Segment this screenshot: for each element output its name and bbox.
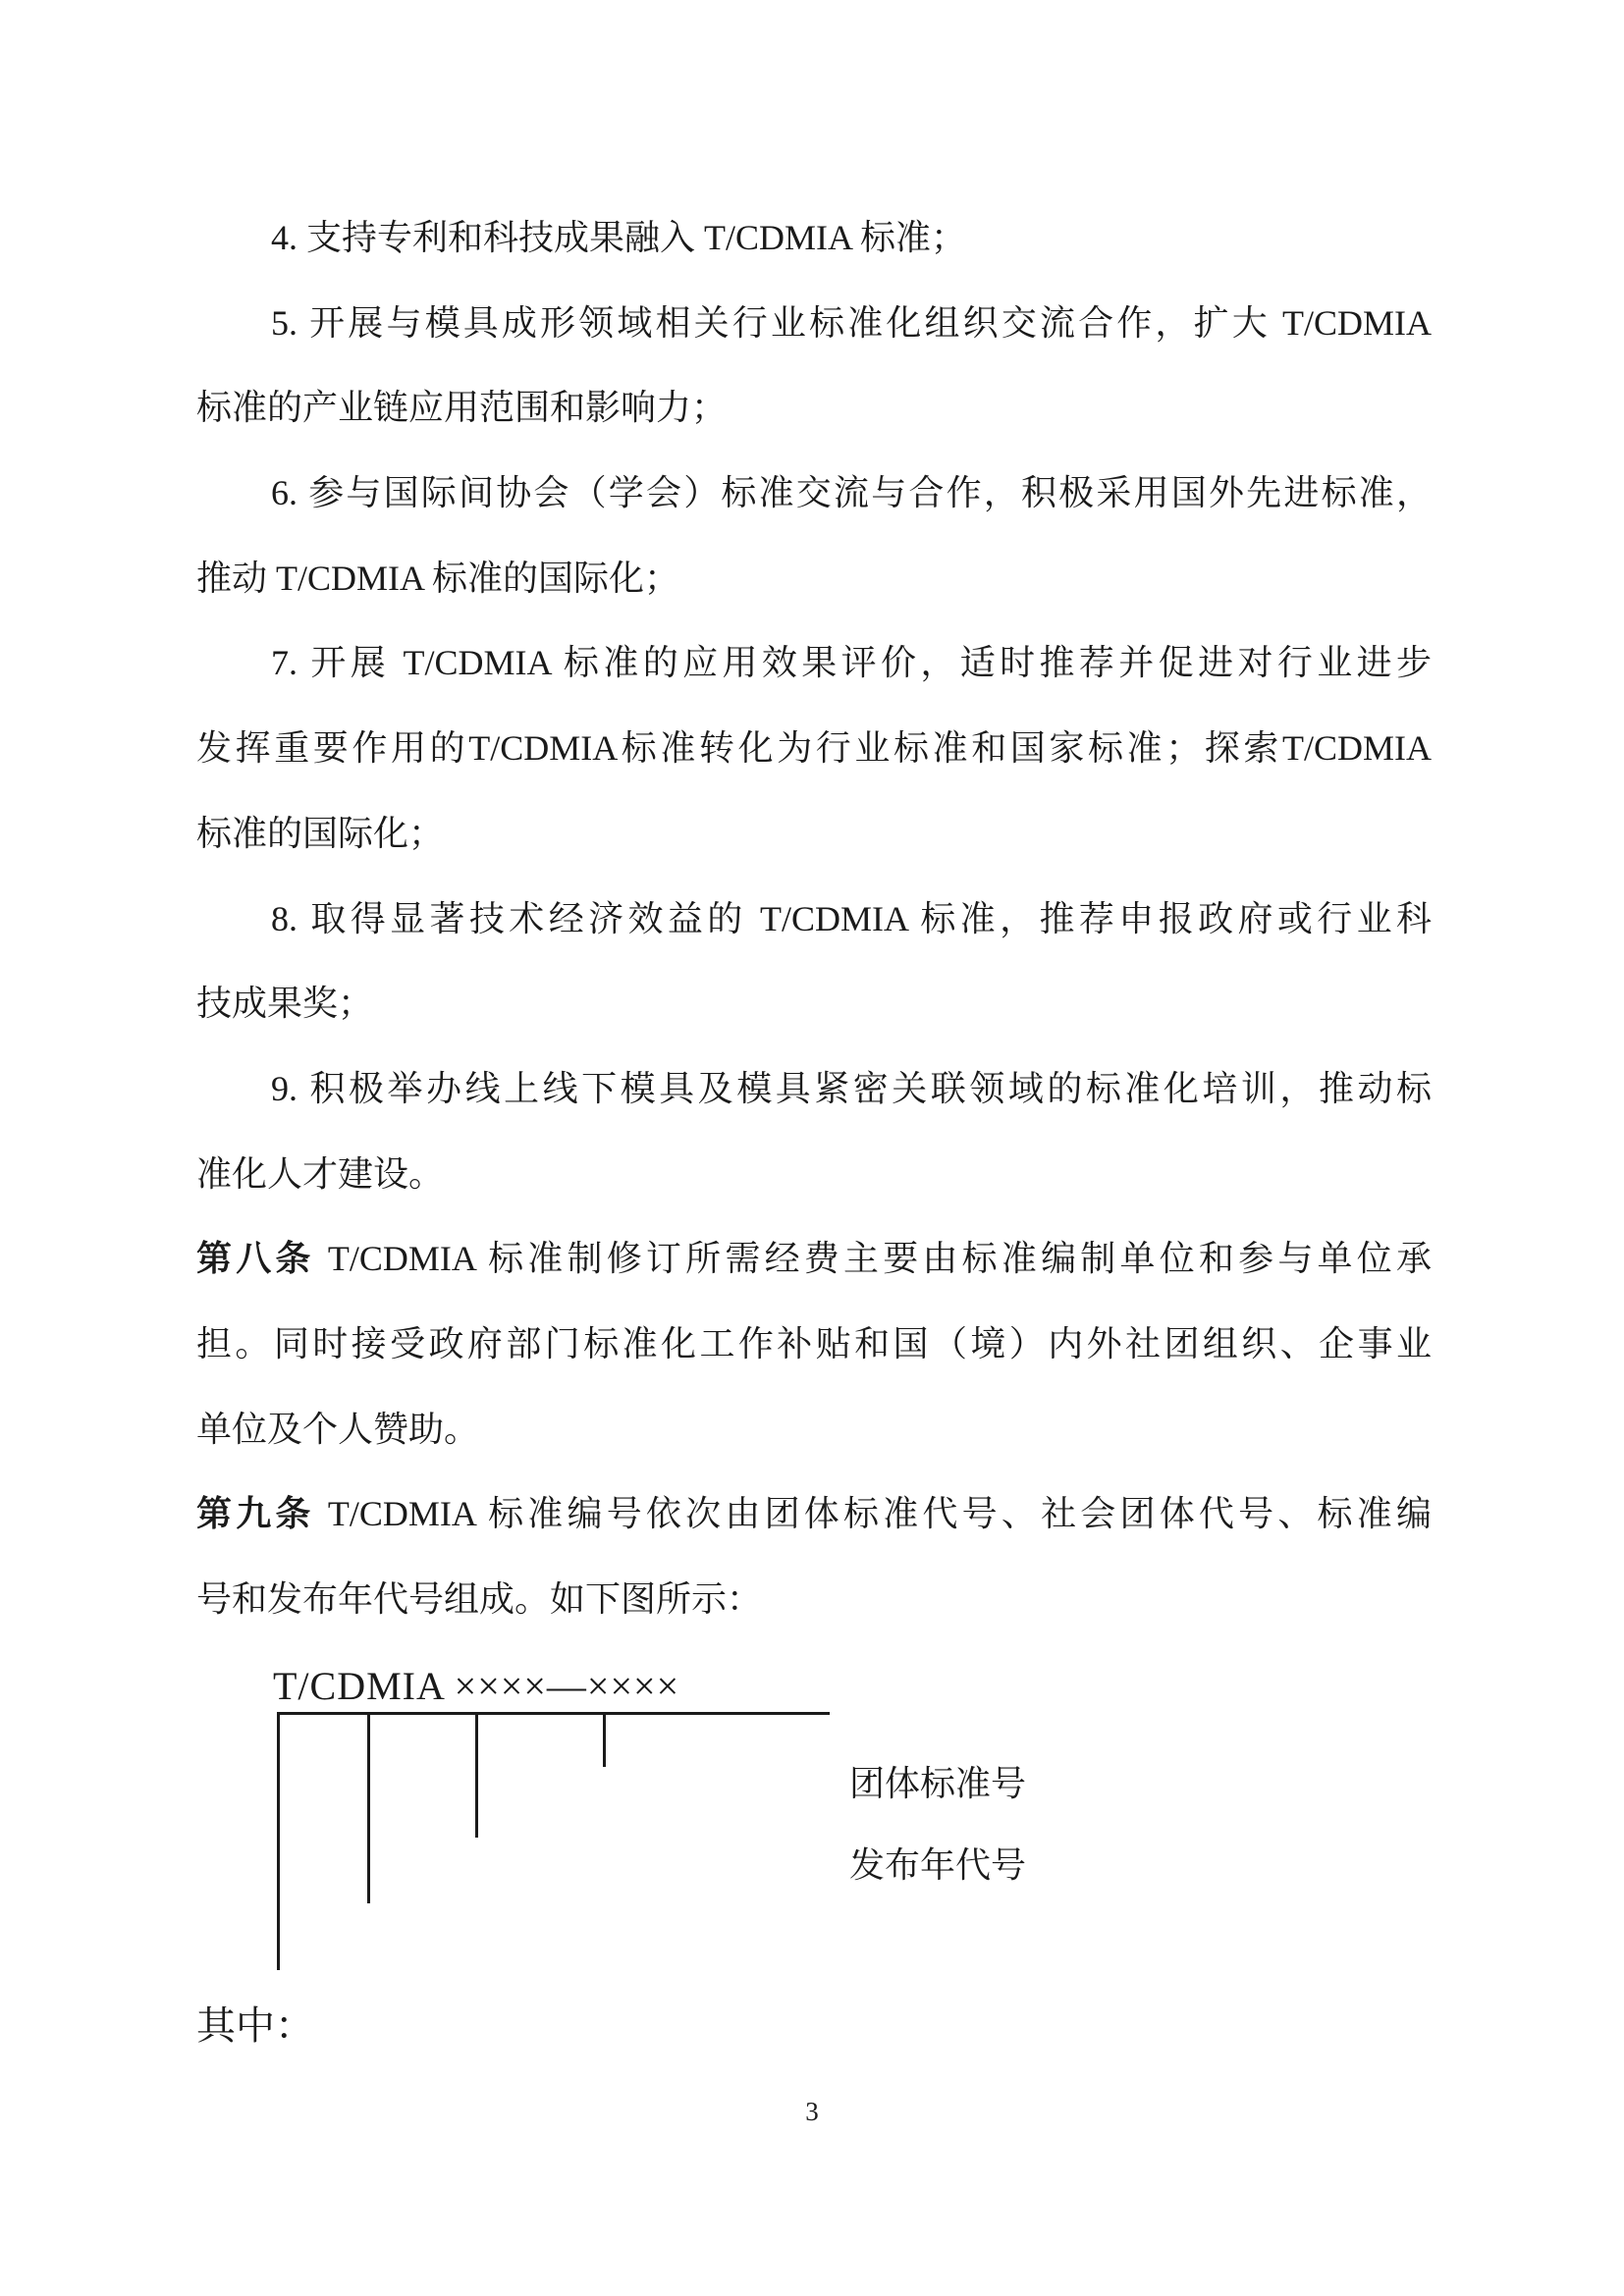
- page-number: 3: [805, 2097, 819, 2126]
- diagram-vline-3: [475, 1712, 478, 1838]
- diagram-vline-2: [367, 1712, 370, 1903]
- diagram-label-group-standard-number: 团体标准号: [849, 1764, 1027, 1803]
- article-term: 第九条: [196, 1494, 315, 1534]
- diagram-vline-1: [277, 1712, 280, 1970]
- text-line: 单位及个人赞助。: [196, 1409, 480, 1449]
- text-line: 推动 T/CDMIA 标准的国际化；: [196, 558, 680, 598]
- text-line: 4. 支持专利和科技成果融入 T/CDMIA 标准；: [271, 218, 967, 257]
- text-line: 发挥重要作用的T/CDMIA标准转化为行业标准和国家标准；探索T/CDMIA: [196, 728, 1432, 769]
- article-term: 第八条: [196, 1239, 315, 1279]
- text-line: 6. 参与国际间协会（学会）标准交流与合作，积极采用国外先进标准，: [271, 473, 1432, 513]
- among-which-label: 其中：: [196, 2003, 314, 2048]
- document-body: [196, 195, 1432, 1642]
- text-line: 8. 取得显著技术经济效益的 T/CDMIA 标准，推荐申报政府或行业科: [271, 898, 1432, 938]
- text-line: 号和发布年代号组成。如下图所示：: [196, 1579, 763, 1619]
- diagram-vline-4: [603, 1712, 606, 1767]
- text-line: 技成果奖；: [196, 984, 374, 1024]
- text-line: 5. 开展与模具成形领域相关行业标准化组织交流合作，扩大 T/CDMIA: [271, 302, 1432, 343]
- text-line: 标准的产业链应用范围和影响力；: [196, 388, 728, 428]
- text-line: 第八条 T/CDMIA 标准制修订所需经费主要由标准编制单位和参与单位承: [196, 1239, 1432, 1279]
- diagram-label-publication-year: 发布年代号: [849, 1845, 1027, 1885]
- text-line: 第九条 T/CDMIA 标准编号依次由团体标准代号、社会团体代号、标准编: [196, 1494, 1432, 1534]
- diagram-horizontal-line: [277, 1712, 830, 1715]
- text-line: 标准的国际化；: [196, 813, 445, 853]
- standard-number-code: T/CDMIA ××××—××××: [273, 1664, 680, 1708]
- text-line: 担。同时接受政府部门标准化工作补贴和国（境）内外社团组织、企事业: [196, 1323, 1432, 1363]
- text-line: 准化人才建设。: [196, 1153, 445, 1194]
- text-line: 9. 积极举办线上线下模具及模具紧密关联领域的标准化培训，推动标: [271, 1068, 1432, 1108]
- text-line: 7. 开展 T/CDMIA 标准的应用效果评价，适时推荐并促进对行业进步: [271, 643, 1432, 683]
